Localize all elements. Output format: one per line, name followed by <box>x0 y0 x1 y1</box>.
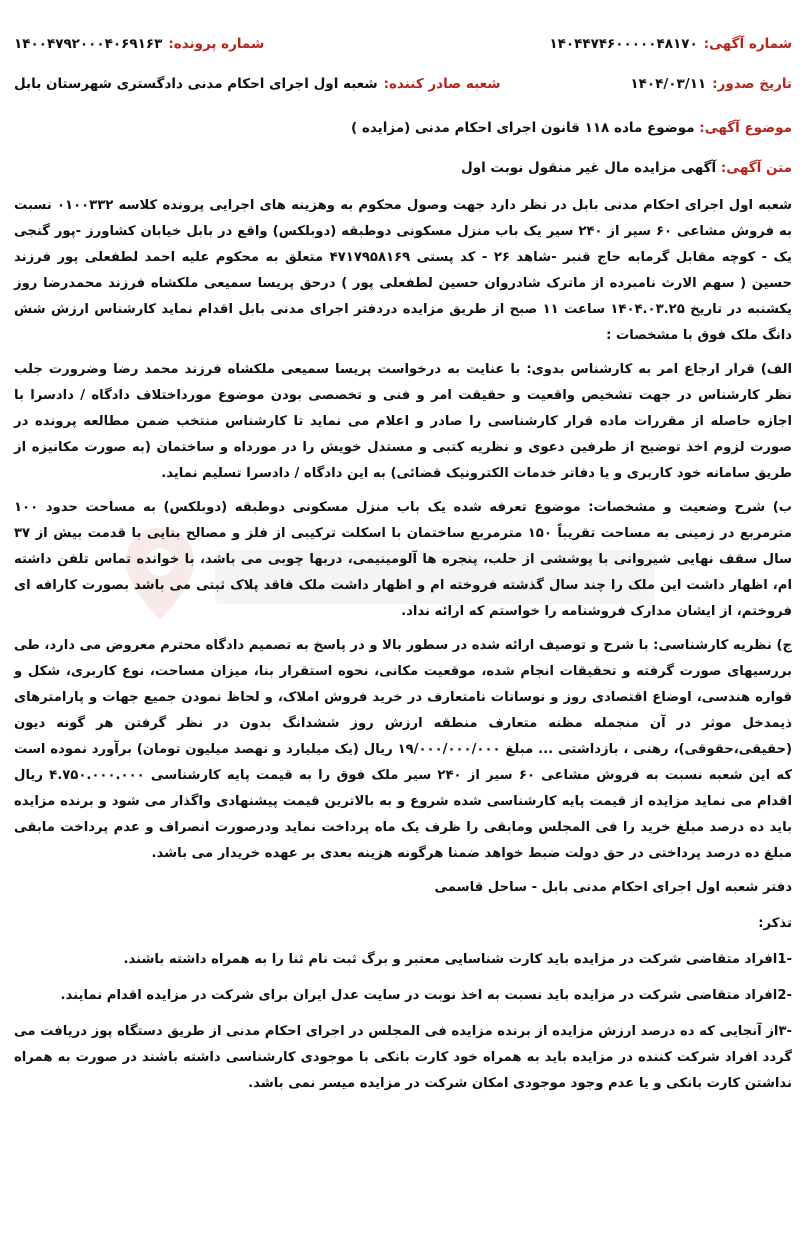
issue-date-label: تاریخ صدور: <box>712 76 792 92</box>
notice-subject-label: موضوع آگهی: <box>699 120 792 136</box>
paragraph-be: ب) شرح وضعیت و مشخصات: موضوع تعرفه شده یک باب منزل مسکونی دوطبقه (دوبلکس) به مساحت حدود ۱۰۰ مترمربع در زمینی به مساحت تقریباً ۱۵۰ مترمربع ساختمان با اسکلت ترکیبی از فلز و مصالح بنایی با قدمت بیش از ۳۷ سال سقف نهایی شیروانی با پوششی از حلب، پنجره ها آلومینیمی، دربها چوبی می باشد، با خوانده تماس تلفن داشته ام، اظهار داشت این ملک را چند سال گذشته فروخته ام و اظهار داشت ملک فاقد پلاک ثبتی می باشد بصورت کارافه ای فروختم، از ایشان مدارک فروشنامه را خواستم که ارائه نداد. <box>14 500 792 619</box>
header-row-issue <box>14 72 792 96</box>
note-3: -۳از آنجایی که ده درصد ارزش مزایده از برنده مزایده فی المجلس در اجرای احکام مدنی از طریق دستگاه پوز دریافت می گردد افراد شرکت کننده در مزایده باید به همراه خود کارت بانکی با موجودی کارشناسی داشته باشند در صورت به همراه نداشتن کارت بانکی و یا عدم وجود موجودی امکان شرکت در مزایده میسر نمی باشد. <box>14 1024 792 1091</box>
note-1: -1افراد متقاضی شرکت در مزایده باید کارت شناسایی معتبر و برگ ثبت نام ثنا را به همراه داشته باشند. <box>123 952 792 967</box>
paragraph-alef: الف) قرار ارجاع امر به کارشناس بدوی: با عنایت به درخواست پریسا سمیعی ملکشاه فرزند محمد رضا وضرورت جلب نظر کارشناس در جهت تشخیص واقعیت و حقیقت امر و فنی و تخصصی بودن موضوع مورداختلاف دادگاه / دادسرا با اجازه حاصله از مقررات ماده قرار کارشناسی را صادر و اعلام می نماید تا کارشناس منتخب ضمن مطالعه پرونده در صورت لزوم اخذ توضیح از طرفین دعوی و نظریه کتبی و مستدل خویش را در مورداه و ساختمان (به صورت مکانیزه از طریق سامانه خود کاربری و یا دفاتر خدمات الکترونیک قضائی) به این دادگاه / دادسرا تسلیم نماید. <box>14 362 792 481</box>
notice-number-label: شماره آگهی: <box>703 36 792 52</box>
paragraph-intro: شعبه اول اجرای احکام مدنی بابل در نظر دارد جهت وصول محکوم به وهزینه های اجرایی پرونده کلاسه ۰۱۰۰۳۳۲ نسبت به فروش مشاعی ۶۰ سیر از ۲۴۰ سیر یک باب منزل مسکونی دوطبقه (دوبلکس) واقع در بابل خیابان کشاورز -پور گنجی یک - کوچه مقابل گرمابه حاج قنبر -شاهد ۲۶ - کد پستی ۴۷۱۷۹۵۸۱۶۹ متعلق به محکوم علیه احمد لطفعلی پور فرزند حسین ( سهم الارث نامبرده از ماترک شادروان حسین لطفعلی پور ) درحق پریسا سمیعی ملکشاه فرزند محمدرضا روز یکشنبه در تاریخ ۱۴۰۴.۰۳.۲۵ ساعت ۱۱ صبح از طریق مزایده دردفتر اجرای مدنی بابل اقدام نماید کارشناس ارزش شش دانگ ملک فوق با مشخصات : <box>14 198 793 343</box>
note-2: -2افراد متقاضی شرکت در مزایده باید نسبت به اخذ نوبت در سایت عدل ایران برای شرکت در مزایده اقدام نمایند. <box>60 988 792 1003</box>
notice-number-value: ۱۴۰۴۴۷۴۶۰۰۰۰۰۴۸۱۷۰ <box>549 36 698 52</box>
notice-text-title: آگهی مزایده مال غیر منقول نوبت اول <box>460 160 717 176</box>
issue-date-value: ۱۴۰۴/۰۳/۱۱ <box>630 76 707 92</box>
notice-text-label: متن آگهی: <box>720 160 792 176</box>
case-number <box>14 36 264 52</box>
issuer-label: شعبه صادر کننده: <box>383 76 501 92</box>
paragraph-tazakor: تذکر: <box>758 916 792 931</box>
notice-number <box>549 36 792 52</box>
paragraph-office: دفتر شعبه اول اجرای احکام مدنی بابل - ساحل قاسمی <box>434 880 792 895</box>
notice-body <box>14 193 792 1105</box>
notice-text-heading <box>14 160 792 176</box>
header-row-numbers <box>14 32 792 56</box>
paragraph-jim: ج) نظریه کارشناسی: با شرح و توصیف ارائه شده در سطور بالا و در پاسخ به تصمیم دادگاه محترم معروض می دارد، طی بررسیهای صورت گرفته و تحقیقات انجام شده، موقعیت مکانی، نحوه استقرار بنا، میزان مساحت، نوع کاربری، شکل و قواره هندسی، اوضاع اقتصادی روز و نوسانات نامتعارف در خرید فروش املاک، و لحاظ نمودن جمیع جهات و پارامترهای ذیمدخل موثر در آن منجمله مظنه متعارف منطقه ارزش روز ششدانگ بدون در نظر گرفتن هر گونه دیون (حقیقی،حقوقی)، رهنی ، بازداشتی ... مبلغ ۱۹/۰۰۰/۰۰۰/۰۰۰ ریال (یک میلیارد و نهصد میلیون تومان) برآورد نموده است که این شعبه نسبت به فروش مشاعی ۶۰ سیر از ۲۴۰ سیر ملک فوق را به قیمت پایه کارشناسی ۴.۷۵۰.۰۰۰.۰۰۰ ریال اقدام می نماید مزایده از قیمت پایه کارشناسی شده شروع و به بالاترین قیمت پیشنهادی واگذار می شود و برنده مزایده باید ده درصد مبلغ خرید را فی المجلس ومابقی را ظرف یک ماه پرداخت نماید ودرصورت انصراف و عدم پرداخت مابقی مبلغ ده درصد پرداختی در حق دولت ضبط خواهد ضمنا هرگونه هزینه بعدی بر عهده خریدار می باشد. <box>14 638 792 861</box>
case-number-value: ۱۴۰۰۴۷۹۲۰۰۰۴۰۶۹۱۶۳ <box>14 36 163 52</box>
notice-subject-value: موضوع ماده ۱۱۸ قانون اجرای احکام مدنی (مزایده ) <box>351 120 695 136</box>
notice-subject <box>14 120 792 136</box>
issuer-value: شعبه اول اجرای احکام مدنی دادگستری شهرستان بابل <box>14 76 378 92</box>
issuer <box>14 76 500 92</box>
issue-date <box>630 76 792 92</box>
case-number-label: شماره پرونده: <box>168 36 265 52</box>
